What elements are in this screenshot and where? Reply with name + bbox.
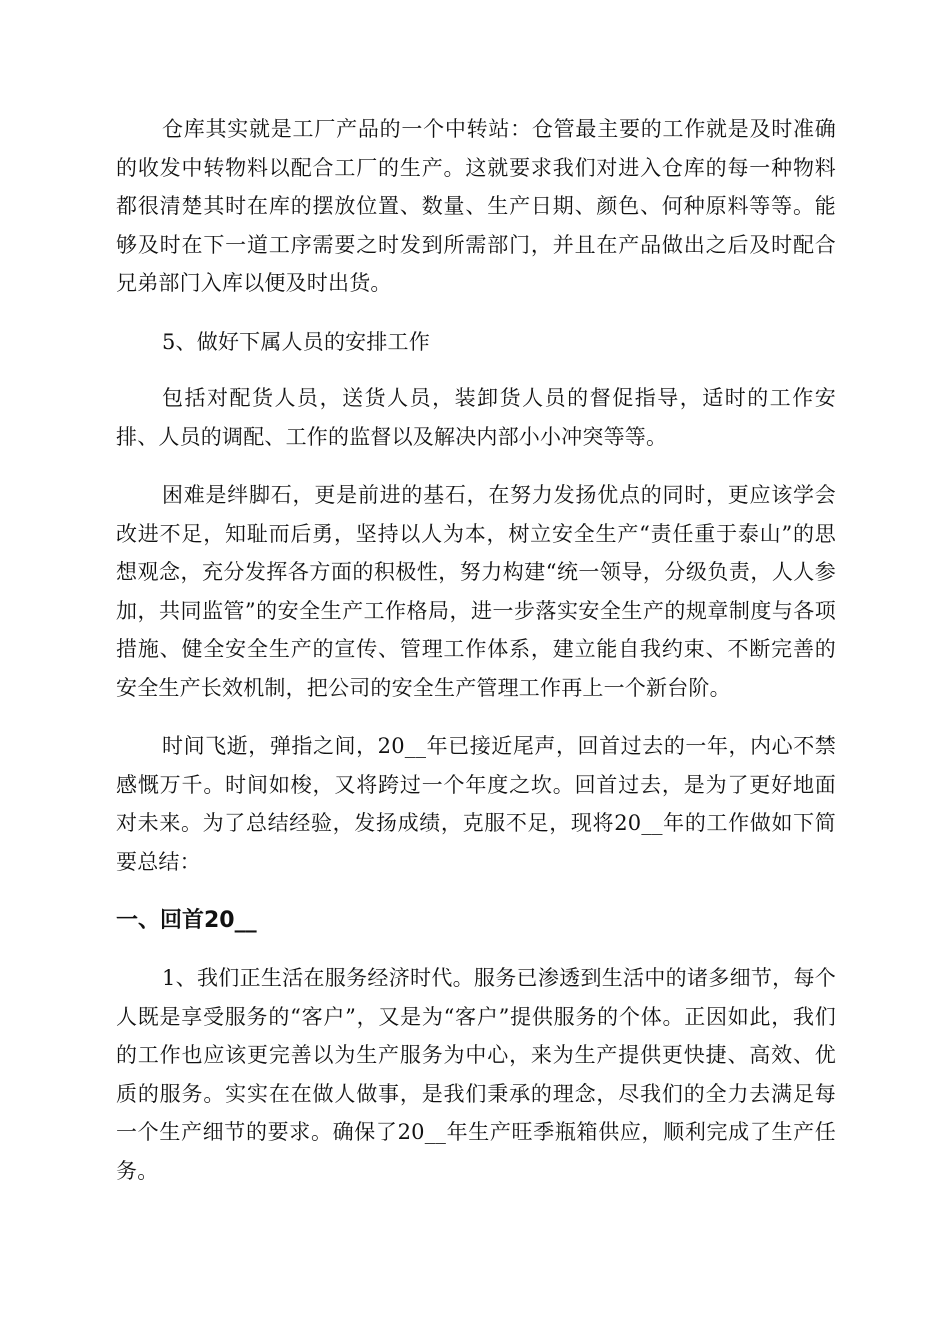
paragraph-warehouse-role: 仓库其实就是工厂产品的一个中转站：仓管最主要的工作就是及时准确的收发中转物料以配合工厂的生产。这就要求我们对进入仓库的每一种物料都很清楚其时在库的摆放位置、数量、生产日期、颜色、何种原料等等。能够及时在下一道工序需要之时发到所需部门，并且在产品做出之后及时配合兄弟部门入库以便及时出货。: [116, 117, 836, 295]
paragraph-safety-production: 困难是绊脚石，更是前进的基石，在努力发扬优点的同时，更应该学会改进不足，知耻而后勇，坚持以人为本，树立安全生产“责任重于泰山”的思想观念，充分发挥各方面的积极性，努力构建“统一领导，分级负责，人人参加，共同监管”的安全生产工作格局，进一步落实安全生产的规章制度与各项措施、健全安全生产的宣传、管理工作体系，建立能自我约束、不断完善的安全生产长效机制，把公司的安全生产管理工作再上一个新台阶。: [116, 483, 836, 700]
paragraph-staff-arrangement: 包括对配货人员，送货人员，装卸货人员的督促指导，适时的工作安排、人员的调配、工作的监督以及解决内部小小冲突等等。: [116, 386, 836, 449]
document-page: [116, 110, 836, 1210]
paragraph-service-economy: 1、我们正生活在服务经济时代。服务已渗透到生活中的诸多细节，每个人既是享受服务的“客户”，又是为“客户”提供服务的个体。正因如此，我们的工作也应该更完善以为生产服务为中心，来为生产提供更快捷、高效、优质的服务。实实在在做人做事，是我们秉承的理念，尽我们的全力去满足每一个生产细节的要求。确保了20__年生产旺季瓶箱供应，顺利完成了生产任务。: [116, 966, 836, 1183]
paragraph-year-summary-intro: 时间飞逝，弹指之间，20__年已接近尾声，回首过去的一年，内心不禁感慨万千。时间如梭，又将跨过一个年度之坎。回首过去，是为了更好地面对未来。为了总结经验，发扬成绩，克服不足，现将20__年的工作做如下简要总结：: [116, 734, 836, 874]
paragraph-item-5: 5、做好下属人员的安排工作: [162, 329, 430, 354]
section-heading: 一、回首20__: [116, 908, 257, 933]
